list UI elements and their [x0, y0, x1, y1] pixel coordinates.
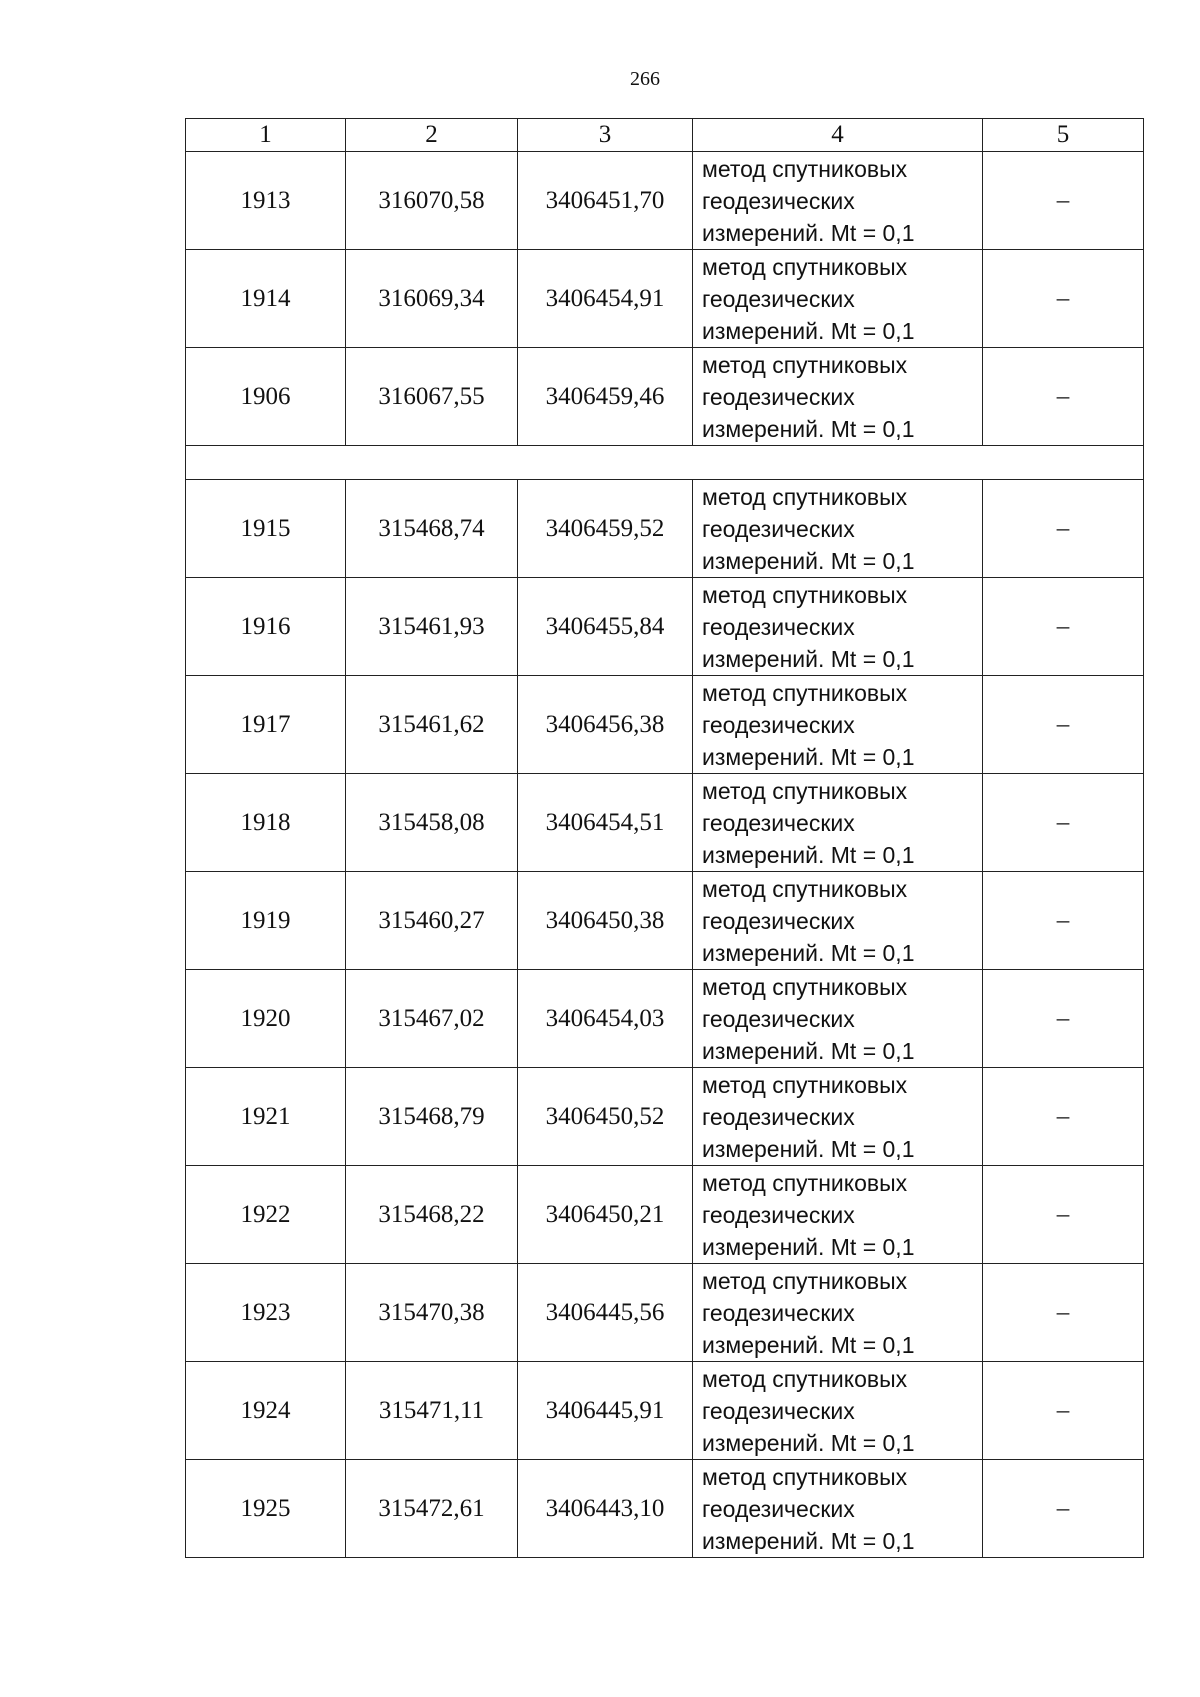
point-number-cell: 1922: [186, 1166, 346, 1264]
y-coordinate-cell: 3406450,21: [518, 1166, 693, 1264]
x-coordinate-cell: 315461,93: [346, 578, 518, 676]
separator-row: [186, 446, 1144, 480]
point-number-cell: 1919: [186, 872, 346, 970]
note-cell: –: [983, 1264, 1144, 1362]
column-header: 1: [186, 119, 346, 152]
method-text-line: измерений. Mt = 0,1: [702, 841, 915, 868]
y-coordinate-cell: 3406459,52: [518, 480, 693, 578]
y-coordinate-cell: 3406450,38: [518, 872, 693, 970]
method-text-line: геодезических: [702, 809, 855, 836]
method-cell: [693, 774, 983, 872]
method-text-line: геодезических: [702, 907, 855, 934]
y-coordinate-cell: 3406445,91: [518, 1362, 693, 1460]
note-cell: –: [983, 774, 1144, 872]
x-coordinate-cell: 315471,11: [346, 1362, 518, 1460]
table-row: [186, 774, 1144, 872]
method-cell: [693, 872, 983, 970]
method-text-line: метод спутниковых: [702, 155, 908, 182]
y-coordinate-cell: 3406454,51: [518, 774, 693, 872]
y-coordinate-cell: 3406451,70: [518, 152, 693, 250]
method-cell: [693, 1362, 983, 1460]
table-header-row: [186, 119, 1144, 152]
method-text-line: геодезических: [702, 515, 855, 542]
table-row: [186, 348, 1144, 446]
point-number-cell: 1924: [186, 1362, 346, 1460]
x-coordinate-cell: 316069,34: [346, 250, 518, 348]
note-cell: –: [983, 970, 1144, 1068]
method-cell: [693, 1460, 983, 1558]
note-cell: –: [983, 348, 1144, 446]
x-coordinate-cell: 315458,08: [346, 774, 518, 872]
note-cell: –: [983, 1068, 1144, 1166]
point-number-cell: 1917: [186, 676, 346, 774]
method-text-line: геодезических: [702, 1201, 855, 1228]
method-text-line: метод спутниковых: [702, 1169, 908, 1196]
table-row: [186, 1460, 1144, 1558]
method-text-line: измерений. Mt = 0,1: [702, 219, 915, 246]
method-cell: [693, 578, 983, 676]
table-row: [186, 676, 1144, 774]
method-text-line: измерений. Mt = 0,1: [702, 1331, 915, 1358]
method-text-line: измерений. Mt = 0,1: [702, 415, 915, 442]
method-cell: [693, 348, 983, 446]
method-text-line: измерений. Mt = 0,1: [702, 1037, 915, 1064]
page-number: 266: [630, 68, 660, 90]
table-row: [186, 872, 1144, 970]
point-number-cell: 1913: [186, 152, 346, 250]
method-text-line: геодезических: [702, 1299, 855, 1326]
point-number-cell: 1906: [186, 348, 346, 446]
point-number-cell: 1923: [186, 1264, 346, 1362]
method-text-line: метод спутниковых: [702, 777, 908, 804]
column-header: 5: [983, 119, 1144, 152]
method-cell: [693, 152, 983, 250]
method-text-line: метод спутниковых: [702, 1463, 908, 1490]
note-cell: –: [983, 676, 1144, 774]
x-coordinate-cell: 316067,55: [346, 348, 518, 446]
x-coordinate-cell: 315470,38: [346, 1264, 518, 1362]
y-coordinate-cell: 3406456,38: [518, 676, 693, 774]
method-cell: [693, 1068, 983, 1166]
y-coordinate-cell: 3406459,46: [518, 348, 693, 446]
method-text-line: метод спутниковых: [702, 253, 908, 280]
table-row: [186, 578, 1144, 676]
point-number-cell: 1916: [186, 578, 346, 676]
table-row: [186, 970, 1144, 1068]
table-row: [186, 152, 1144, 250]
method-text-line: метод спутниковых: [702, 483, 908, 510]
method-text-line: измерений. Mt = 0,1: [702, 1233, 915, 1260]
y-coordinate-cell: 3406455,84: [518, 578, 693, 676]
method-text-line: метод спутниковых: [702, 679, 908, 706]
note-cell: –: [983, 250, 1144, 348]
method-text-line: измерений. Mt = 0,1: [702, 1429, 915, 1456]
column-header: 4: [693, 119, 983, 152]
note-cell: –: [983, 480, 1144, 578]
method-cell: [693, 250, 983, 348]
table-row: [186, 1166, 1144, 1264]
table-row: [186, 1068, 1144, 1166]
y-coordinate-cell: 3406443,10: [518, 1460, 693, 1558]
note-cell: –: [983, 1362, 1144, 1460]
method-text-line: измерений. Mt = 0,1: [702, 1527, 915, 1554]
method-text-line: метод спутниковых: [702, 875, 908, 902]
method-text-line: измерений. Mt = 0,1: [702, 1135, 915, 1162]
method-cell: [693, 970, 983, 1068]
y-coordinate-cell: 3406454,03: [518, 970, 693, 1068]
column-header: 2: [346, 119, 518, 152]
table-row: [186, 480, 1144, 578]
point-number-cell: 1918: [186, 774, 346, 872]
method-text-line: метод спутниковых: [702, 1071, 908, 1098]
x-coordinate-cell: 315468,22: [346, 1166, 518, 1264]
method-cell: [693, 1166, 983, 1264]
method-text-line: геодезических: [702, 285, 855, 312]
x-coordinate-cell: 315460,27: [346, 872, 518, 970]
point-number-cell: 1925: [186, 1460, 346, 1558]
method-text-line: геодезических: [702, 711, 855, 738]
method-text-line: геодезических: [702, 1495, 855, 1522]
method-text-line: метод спутниковых: [702, 1267, 908, 1294]
point-number-cell: 1914: [186, 250, 346, 348]
note-cell: –: [983, 1166, 1144, 1264]
x-coordinate-cell: 315467,02: [346, 970, 518, 1068]
y-coordinate-cell: 3406454,91: [518, 250, 693, 348]
method-text-line: геодезических: [702, 187, 855, 214]
x-coordinate-cell: 315472,61: [346, 1460, 518, 1558]
note-cell: –: [983, 1460, 1144, 1558]
method-text-line: измерений. Mt = 0,1: [702, 547, 915, 574]
note-cell: –: [983, 578, 1144, 676]
method-text-line: метод спутниковых: [702, 581, 908, 608]
method-text-line: геодезических: [702, 613, 855, 640]
method-cell: [693, 1264, 983, 1362]
method-text-line: геодезических: [702, 1397, 855, 1424]
column-header: 3: [518, 119, 693, 152]
method-text-line: измерений. Mt = 0,1: [702, 939, 915, 966]
method-text-line: метод спутниковых: [702, 1365, 908, 1392]
table-row: [186, 1264, 1144, 1362]
method-text-line: измерений. Mt = 0,1: [702, 743, 915, 770]
method-text-line: метод спутниковых: [702, 351, 908, 378]
method-text-line: измерений. Mt = 0,1: [702, 645, 915, 672]
x-coordinate-cell: 316070,58: [346, 152, 518, 250]
y-coordinate-cell: 3406450,52: [518, 1068, 693, 1166]
x-coordinate-cell: 315468,74: [346, 480, 518, 578]
method-text-line: геодезических: [702, 1005, 855, 1032]
point-number-cell: 1915: [186, 480, 346, 578]
note-cell: –: [983, 872, 1144, 970]
x-coordinate-cell: 315468,79: [346, 1068, 518, 1166]
point-number-cell: 1921: [186, 1068, 346, 1166]
method-text-line: геодезических: [702, 383, 855, 410]
separator-cell: [186, 446, 1144, 480]
note-cell: –: [983, 152, 1144, 250]
method-text-line: геодезических: [702, 1103, 855, 1130]
y-coordinate-cell: 3406445,56: [518, 1264, 693, 1362]
table-row: [186, 250, 1144, 348]
method-cell: [693, 676, 983, 774]
table-row: [186, 1362, 1144, 1460]
method-text-line: измерений. Mt = 0,1: [702, 317, 915, 344]
point-number-cell: 1920: [186, 970, 346, 1068]
method-text-line: метод спутниковых: [702, 973, 908, 1000]
method-cell: [693, 480, 983, 578]
x-coordinate-cell: 315461,62: [346, 676, 518, 774]
coordinates-table: [185, 118, 1144, 1558]
